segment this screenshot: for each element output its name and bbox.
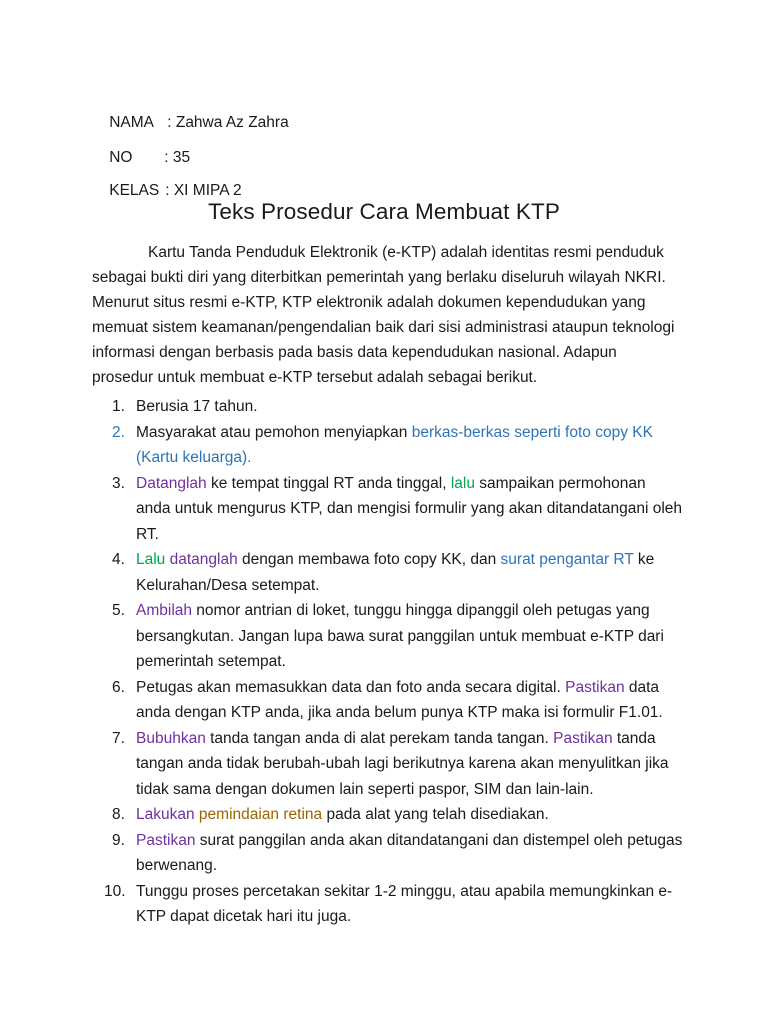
- step-number: 2.: [112, 423, 125, 441]
- step-text-segment: Pastikan: [136, 831, 196, 849]
- step-text-segment: Tunggu proses percetakan sekitar 1-2 minggu, atau apabila memungkinkan e-KTP dapat dicetak hari itu juga.: [136, 882, 673, 925]
- step-text-segment: Datanglah: [136, 474, 207, 492]
- document-title: Teks Prosedur Cara Membuat KTP: [208, 199, 560, 224]
- step-text-segment: Lakukan: [136, 806, 195, 823]
- procedure-step: [92, 879, 684, 930]
- procedure-step: [92, 420, 684, 471]
- step-number: 10.: [104, 882, 126, 900]
- kelas-label: KELAS: [109, 182, 160, 199]
- intro-text: Kartu Tanda Penduduk Elektronik (e-KTP) adalah identitas resmi penduduk sebagai bukti diri yang diterbitkan pemerintah yang berlaku diseluruh wilayah NKRI. Menurut situs resmi e-KTP, KTP elektronik adalah dokumen kependudukan yang memuat sistem keamanan/pengendalian baik dari sisi administrasi ataupun teknologi informasi dengan berbasis pada basis data kependudukan nasional. Adapun prosedur untuk membuat e-KTP tersebut adalah sebagai berikut.: [92, 244, 675, 386]
- step-number: 4.: [112, 551, 125, 568]
- step-text-segment: datanglah: [165, 551, 238, 568]
- step-text-segment: tanda tangan anda di alat perekam tanda tangan.: [205, 729, 554, 747]
- procedure-step: [92, 802, 684, 828]
- step-text-segment: Ambilah: [136, 602, 192, 619]
- step-text-segment: pemindaian retina: [194, 806, 323, 823]
- step-text-segment: tanda tangan anda tidak berubah-ubah lagi berikutnya karena akan menyulitkan jika tidak sama dengan dokumen lain seperti paspor, SIM dan lain-lain.: [136, 729, 669, 798]
- step-number: 5.: [112, 602, 125, 619]
- step-text-segment: ke Kelurahan/Desa setempat.: [136, 551, 655, 594]
- procedure-step: [92, 471, 684, 548]
- step-number: 7.: [112, 729, 125, 747]
- step-number: 6.: [112, 678, 125, 696]
- step-text-segment: Berusia 17 tahun.: [136, 398, 258, 415]
- procedure-step: [92, 598, 684, 675]
- procedure-step: [92, 675, 684, 726]
- procedure-list: [92, 394, 684, 930]
- step-number: 3.: [112, 474, 125, 492]
- step-text-segment: dengan membawa foto copy KK, dan: [237, 551, 501, 568]
- step-text-segment: sampaikan permohonan anda untuk mengurus KTP, dan mengisi formulir yang akan ditandatangani oleh RT.: [136, 474, 683, 543]
- step-text-segment: Petugas akan memasukkan data dan foto anda secara digital.: [136, 678, 566, 696]
- step-text-segment: ke tempat tinggal RT anda tinggal,: [206, 474, 451, 492]
- name-value: : Zahwa Az Zahra: [167, 114, 289, 131]
- step-text-segment: lalu: [450, 474, 475, 492]
- step-text-segment: nomor antrian di loket, tunggu hingga dipanggil oleh petugas yang bersangkutan. Jangan lupa bawa surat panggilan untuk membuat e-KTP dari pemerintah setempat.: [136, 602, 664, 670]
- no-label: NO: [109, 149, 133, 166]
- procedure-step: [92, 828, 684, 879]
- step-text-segment: data anda dengan KTP anda, jika anda belum punya KTP maka isi formulir F1.01.: [136, 678, 663, 721]
- step-number: 9.: [112, 831, 125, 849]
- intro-paragraph: [92, 240, 682, 390]
- step-number: 8.: [112, 806, 125, 823]
- step-text-segment: pada alat yang telah disediakan.: [322, 806, 549, 823]
- step-text-segment: Masyarakat atau pemohon menyiapkan: [136, 423, 412, 441]
- kelas-value: : XI MIPA 2: [165, 182, 242, 199]
- step-text-segment: Lalu: [136, 551, 166, 568]
- step-number: 1.: [112, 398, 125, 415]
- procedure-step: [92, 394, 684, 420]
- no-value: : 35: [164, 149, 191, 166]
- step-text-segment: Pastikan: [565, 678, 625, 696]
- step-text-segment: berkas-berkas seperti foto copy KK (Kartu keluarga).: [136, 423, 653, 466]
- step-text-segment: Pastikan: [553, 729, 613, 747]
- name-label: NAMA: [109, 114, 155, 131]
- step-text-segment: surat panggilan anda akan ditandatangani dan distempel oleh petugas berwenang.: [136, 831, 683, 874]
- procedure-step: [92, 547, 684, 598]
- step-text-segment: surat pengantar RT: [500, 551, 634, 568]
- step-text-segment: Bubuhkan: [136, 729, 206, 747]
- procedure-step: [92, 726, 684, 803]
